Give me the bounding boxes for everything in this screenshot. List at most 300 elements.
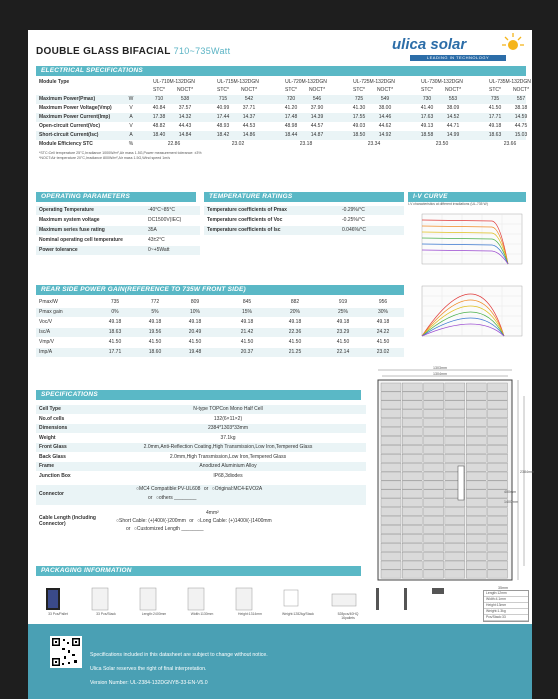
noct-value: 14.59 — [514, 114, 528, 120]
brand-tagline: LEADING IN TECHNOLOGY — [410, 55, 506, 61]
noct-value: 44.57 — [310, 123, 324, 129]
stc-value: 23.50 — [435, 141, 449, 147]
watt-range: 710~735Watt — [173, 46, 231, 56]
module-cell — [488, 517, 508, 525]
rear-gain-table — [36, 298, 404, 364]
rear-value: 919 — [338, 299, 348, 305]
module-cell — [488, 481, 508, 489]
module-cell — [381, 561, 401, 569]
module-cell — [424, 481, 444, 489]
module-cell — [381, 517, 401, 525]
packaging-spec-box — [483, 590, 529, 622]
stc-value: 48.98 — [284, 123, 298, 129]
module-cell — [381, 383, 401, 391]
module-cell — [424, 525, 444, 533]
module-cell — [445, 454, 465, 462]
operating-table — [36, 206, 200, 266]
module-cell — [424, 428, 444, 436]
module-cell — [402, 383, 422, 391]
module-cell — [402, 436, 422, 444]
noct-value: 38.09 — [446, 105, 460, 111]
rear-row — [36, 328, 404, 337]
module-cell — [488, 508, 508, 516]
stc-value: 18.58 — [420, 132, 434, 138]
module-cell — [466, 552, 486, 560]
module-cell — [466, 490, 486, 498]
rear-value: 882 — [290, 299, 300, 305]
stc-value: 17.63 — [420, 114, 434, 120]
operating-row — [36, 226, 200, 235]
radio-icon: ○ — [155, 495, 159, 501]
rear-value: 5% — [151, 309, 159, 315]
module-cell — [445, 410, 465, 418]
module-cell — [381, 525, 401, 533]
stc-value: 720 — [286, 96, 296, 102]
section-rear-gain: REAR SIDE POWER GAIN(REFERENCE TO 735W FRONT SIDE) — [36, 285, 404, 295]
rear-row — [36, 318, 404, 327]
module-cell — [445, 419, 465, 427]
iv-plot-area — [422, 286, 522, 336]
connector-option-3: others ________ — [158, 495, 197, 501]
stc-value: 41.40 — [420, 105, 434, 111]
module-cell — [466, 463, 486, 471]
spec-row — [36, 443, 366, 452]
rear-value: 15% — [241, 309, 252, 315]
packaging-item-label: 33 Pcs/Stack — [96, 612, 116, 616]
stc-value: 23.66 — [503, 141, 517, 147]
module-cell — [402, 525, 422, 533]
stc-label: STC* — [153, 87, 165, 93]
section-operating: OPERATING PARAMETERS — [36, 192, 196, 202]
module-cell — [424, 570, 444, 578]
noct-value: 14.32 — [178, 114, 192, 120]
rear-value: 20.37 — [240, 349, 254, 355]
noct-value: 14.99 — [446, 132, 460, 138]
noct-value: 14.37 — [242, 114, 256, 120]
page-title: DOUBLE GLASS BIFACIAL 710~735Watt — [36, 46, 231, 57]
module-cell — [466, 472, 486, 480]
module-cell — [381, 570, 401, 578]
spec-label: Cell Type — [39, 406, 61, 412]
packaging-spec: Pcs/Stack:33 — [484, 615, 528, 621]
noct-value: 14.46 — [378, 114, 392, 120]
noct-label: NOCT* — [512, 87, 530, 93]
cable-custom: Customized Length ________ — [136, 526, 204, 532]
module-cell — [445, 392, 465, 400]
rear-value: 41.50 — [188, 339, 202, 345]
spec-row — [36, 462, 366, 471]
section-packaging: PACKAGING INFORMATION — [36, 566, 361, 576]
spec-label: Junction Box — [39, 472, 71, 479]
rear-value: 735 — [110, 299, 120, 305]
connector-option-1: MC4 Compatible:PV-UL608 — [139, 486, 201, 492]
noct-value: 549 — [380, 96, 390, 102]
spec-value: 2.0mm,Anti-Reflection Coating,High Transmission,Low Iron,Tempered Glass — [143, 444, 313, 450]
model-name: UL-720M-132DGN — [285, 79, 327, 85]
sun-logo-icon — [502, 32, 524, 54]
operating-value: -40°C~85°C — [148, 207, 175, 213]
spec-value: 132(6×11×2) — [213, 415, 243, 422]
stc-value: 725 — [354, 96, 364, 102]
footer-line-3: Version Number: UL-2384-132DGNYB-33-EN-V5.0 — [90, 680, 208, 686]
noct-value: 546 — [312, 96, 322, 102]
noct-value: 14.39 — [310, 114, 324, 120]
radio-icon: ○ — [211, 486, 215, 492]
rear-value: 41.50 — [240, 339, 254, 345]
connector-row — [36, 485, 366, 505]
model-name: UL-715M-132DGN — [217, 79, 259, 85]
module-cell — [466, 543, 486, 551]
model-name: UL-725M-132DGN — [353, 79, 395, 85]
module-cell — [402, 445, 422, 453]
rear-value: 49.18 — [148, 319, 162, 325]
stc-value: 41.50 — [488, 105, 502, 111]
noct-value: 553 — [448, 96, 458, 102]
temperature-label: Temperature coefficients of Pmax — [207, 207, 287, 213]
stc-label: STC* — [217, 87, 229, 93]
rear-value: 24.22 — [376, 329, 390, 335]
operating-value: 35A — [148, 227, 157, 233]
noct-value: 14.92 — [378, 132, 392, 138]
radio-icon: ○ — [136, 486, 140, 492]
stc-value: 18.50 — [352, 132, 366, 138]
module-cell — [381, 481, 401, 489]
connector-options — [136, 485, 262, 494]
noct-value: 14.84 — [178, 132, 192, 138]
spec-label: Weight — [39, 434, 56, 441]
module-cell — [488, 534, 508, 542]
rear-value: 49.18 — [288, 319, 302, 325]
radio-icon: ○ — [133, 526, 137, 532]
module-cell — [488, 454, 508, 462]
stc-value: 735 — [490, 96, 500, 102]
module-cell — [424, 561, 444, 569]
module-cell — [381, 436, 401, 444]
unit-label: A — [129, 114, 133, 120]
connector-option-2: Original:MC4-EVO2A — [214, 486, 263, 492]
module-cell — [402, 552, 422, 560]
module-cell — [466, 481, 486, 489]
module-cell — [424, 463, 444, 471]
stc-value: 41.30 — [352, 105, 366, 111]
noct-label: NOCT* — [176, 87, 194, 93]
stc-value: 18.42 — [216, 132, 230, 138]
temperature-row — [204, 206, 404, 215]
connector-label: Connector — [39, 491, 64, 497]
module-cell — [402, 517, 422, 525]
module-cell — [381, 490, 401, 498]
stc-value: 18.63 — [488, 132, 502, 138]
module-cell — [488, 445, 508, 453]
dim-1400: 1400mm — [504, 500, 518, 504]
stc-value: 48.93 — [216, 123, 230, 129]
rear-row-label: Voc/V — [39, 319, 53, 325]
module-cell — [466, 419, 486, 427]
module-cell — [445, 534, 465, 542]
rear-value: 21.25 — [288, 349, 302, 355]
temperature-table — [204, 206, 404, 240]
module-cell — [424, 401, 444, 409]
operating-label: Maximum series fuse rating — [39, 227, 105, 233]
module-cell — [381, 392, 401, 400]
noct-value: 44.62 — [378, 123, 392, 129]
noct-label: NOCT* — [444, 87, 462, 93]
rear-row-label: Isc/A — [39, 329, 51, 335]
module-cell — [381, 410, 401, 418]
electrical-row-label: Module Efficiency STC — [39, 141, 93, 147]
iv-curve-chart — [408, 208, 526, 342]
spec-value: IP68,3diodes — [213, 472, 243, 479]
stc-value: 40.84 — [152, 105, 166, 111]
module-cell — [445, 552, 465, 560]
packaging-item-label: Weight:1282kg/Stack — [282, 612, 314, 616]
unit-label: W — [128, 96, 134, 102]
dim-width-inner: 1304mm — [433, 372, 447, 376]
footer-line-1: Specifications included in this datasheet are subject to change without notice. — [90, 652, 268, 658]
spec-row — [36, 434, 366, 443]
temperature-row — [204, 216, 404, 225]
spec-value: 37.1kg — [220, 434, 236, 441]
stc-noct-row — [36, 86, 530, 95]
module-cell — [488, 463, 508, 471]
packaging-spec: Width:4.1mm — [484, 597, 528, 603]
operating-label: Power tolerance — [39, 247, 78, 253]
electrical-row-label: Maximum Power Voltage(Vmp) — [39, 105, 112, 111]
module-cell — [381, 454, 401, 462]
noct-value: 14.86 — [242, 132, 256, 138]
module-cell — [402, 419, 422, 427]
operating-row — [36, 216, 200, 225]
stc-value: 18.44 — [284, 132, 298, 138]
stc-value: 41.20 — [284, 105, 298, 111]
section-temperature: TEMPERATURE RATINGS — [204, 192, 404, 202]
datasheet-page — [28, 30, 532, 699]
rear-value: 845 — [242, 299, 252, 305]
module-cell — [466, 499, 486, 507]
dim-35: 35mm — [498, 586, 508, 590]
module-cell — [466, 534, 486, 542]
operating-label: Operating Temperature — [39, 207, 94, 213]
module-cell — [445, 508, 465, 516]
module-cell — [424, 472, 444, 480]
operating-row — [36, 206, 200, 215]
module-cell — [445, 383, 465, 391]
stc-value: 23.18 — [299, 141, 313, 147]
stc-value: 17.71 — [488, 114, 502, 120]
unit-label: V — [129, 123, 133, 129]
module-cell — [488, 383, 508, 391]
temperature-row — [204, 226, 404, 235]
rear-row — [36, 298, 404, 307]
module-cell — [445, 561, 465, 569]
noct-value: 44.43 — [178, 123, 192, 129]
cable-size: 4mm² — [206, 510, 219, 516]
packaging-item-label: Width:1130mm — [190, 612, 214, 616]
module-cell — [488, 419, 508, 427]
stc-value: 18.40 — [152, 132, 166, 138]
module-cell — [445, 436, 465, 444]
packaging-item-label: Length:2400mm — [141, 612, 167, 616]
module-cell — [402, 401, 422, 409]
rear-row — [36, 348, 404, 357]
module-cell — [488, 561, 508, 569]
module-cell — [488, 570, 508, 578]
stc-value: 17.44 — [216, 114, 230, 120]
stc-value: 23.34 — [367, 141, 381, 147]
module-cell — [402, 428, 422, 436]
rear-row — [36, 308, 404, 317]
module-cell — [381, 543, 401, 551]
operating-row — [36, 236, 200, 245]
module-cell — [381, 445, 401, 453]
spec-row — [36, 405, 366, 414]
spec-label: Frame — [39, 463, 55, 469]
spec-row — [36, 453, 366, 462]
rear-value: 22.14 — [336, 349, 350, 355]
stc-value: 23.02 — [231, 141, 245, 147]
rear-value: 41.50 — [108, 339, 122, 345]
stc-value: 17.48 — [284, 114, 298, 120]
spec-row — [36, 415, 366, 424]
unit-label: % — [128, 141, 134, 147]
rear-value: 41.50 — [148, 339, 162, 345]
operating-value: 0~+5Watt — [148, 247, 170, 253]
packaging-item-label: 33 Pcs/Pallet — [48, 612, 68, 616]
rear-value: 23.29 — [336, 329, 350, 335]
module-cell — [445, 543, 465, 551]
operating-label: Nominal operating cell temperature — [39, 237, 123, 243]
noct-value: 37.71 — [242, 105, 256, 111]
stc-value: 710 — [154, 96, 164, 102]
electrical-table — [36, 78, 531, 198]
module-cell — [466, 454, 486, 462]
module-cell — [445, 570, 465, 578]
module-cell — [402, 534, 422, 542]
rear-value: 809 — [190, 299, 200, 305]
operating-value: 43±2°C — [148, 237, 165, 243]
section-iv-curve: I-V CURVE — [408, 192, 526, 202]
module-cell — [466, 561, 486, 569]
stc-value: 730 — [422, 96, 432, 102]
noct-value: 38.18 — [514, 105, 528, 111]
cable-row — [36, 509, 366, 535]
stc-label: STC* — [353, 87, 365, 93]
model-name: UL-735M-132DGN — [489, 79, 531, 85]
stc-note: *STC:Cell temperature 25°C,Irradiance 1000W/m²,Air mass 1.5G,Power measurement tolerance: ±3% — [39, 151, 202, 155]
rear-value: 772 — [150, 299, 160, 305]
module-cell — [488, 410, 508, 418]
footer-line-2: Ulica Solar reserves the right of final interpretation. — [90, 666, 207, 672]
module-cell — [466, 401, 486, 409]
rear-value: 19.56 — [148, 329, 162, 335]
noct-value: 14.87 — [310, 132, 324, 138]
module-cell — [445, 517, 465, 525]
rear-value: 22.36 — [288, 329, 302, 335]
module-cell — [381, 534, 401, 542]
operating-value: DC1500V(IEC) — [148, 217, 182, 223]
dim-2384: 2384mm — [520, 470, 534, 474]
module-cell — [466, 383, 486, 391]
rear-value: 18.63 — [108, 329, 122, 335]
model-name: UL-710M-132DGN — [153, 79, 195, 85]
module-cell — [466, 410, 486, 418]
module-cell — [381, 508, 401, 516]
module-cell — [488, 401, 508, 409]
rear-value: 49.18 — [336, 319, 350, 325]
rear-value: 956 — [378, 299, 388, 305]
spec-label: Front Glass — [39, 444, 67, 450]
packaging-spec: Weight:1.3kg — [484, 609, 528, 615]
cable-long: Long Cable: (+)1400/(-)1400mm — [200, 518, 272, 524]
rear-row-label: Pmax gain — [39, 309, 63, 315]
temperature-value: 0.046%/°C — [342, 227, 366, 233]
noct-note: *NOCT:Air temperature 20°C,Irradiance 800W/m²,Air mass 1.5G,Wind speed 1m/s — [39, 156, 171, 160]
module-cell — [402, 481, 422, 489]
module-cell — [381, 463, 401, 471]
rear-value: 41.50 — [376, 339, 390, 345]
module-cell — [466, 525, 486, 533]
module-cell — [424, 499, 444, 507]
stc-value: 40.99 — [216, 105, 230, 111]
module-cell — [424, 410, 444, 418]
module-cell — [488, 392, 508, 400]
rear-value: 49.18 — [188, 319, 202, 325]
module-cell — [424, 436, 444, 444]
qr-code-icon — [50, 636, 82, 668]
electrical-row-label: Short-circuit Current(Isc) — [39, 132, 99, 138]
module-cell — [402, 454, 422, 462]
noct-value: 542 — [244, 96, 254, 102]
stc-value: 17.55 — [352, 114, 366, 120]
temperature-value: -0.25%/°C — [342, 217, 365, 223]
module-cell — [424, 490, 444, 498]
electrical-row — [36, 122, 526, 131]
rear-value: 19.48 — [188, 349, 202, 355]
module-cell — [381, 401, 401, 409]
connector-other — [148, 494, 196, 503]
stc-label: STC* — [489, 87, 501, 93]
module-cell — [488, 472, 508, 480]
section-electrical: ELECTRICAL SPECIFICATIONS — [36, 66, 526, 76]
module-cell — [424, 508, 444, 516]
spec-value: 2384*1303*33mm — [207, 425, 249, 431]
spec-value: N-type TOPCon Mono Half Cell — [193, 406, 263, 412]
module-cell — [381, 428, 401, 436]
electrical-row — [36, 95, 526, 104]
stc-value: 715 — [218, 96, 228, 102]
module-cell — [402, 463, 422, 471]
electrical-row-label: Maximum Power(Pmax) — [39, 96, 96, 102]
model-name: UL-730M-132DGN — [421, 79, 463, 85]
rear-value: 49.18 — [240, 319, 254, 325]
module-cell — [445, 445, 465, 453]
module-cell — [424, 445, 444, 453]
temperature-label: Temperature coefficients of Isc — [207, 227, 281, 233]
connector-or: or — [202, 486, 210, 492]
module-cell — [402, 392, 422, 400]
noct-label: NOCT* — [308, 87, 326, 93]
connector-or: or — [187, 518, 196, 524]
module-cell — [445, 525, 465, 533]
spec-value: Anodized Aluminium Alloy — [199, 463, 257, 469]
module-cell — [466, 392, 486, 400]
stc-label: STC* — [285, 87, 297, 93]
rear-value: 41.50 — [336, 339, 350, 345]
spec-label: Back Glass — [39, 453, 66, 460]
brand-logo: ulica solar — [392, 36, 467, 53]
rear-value: 41.50 — [288, 339, 302, 345]
electrical-row — [36, 131, 526, 140]
